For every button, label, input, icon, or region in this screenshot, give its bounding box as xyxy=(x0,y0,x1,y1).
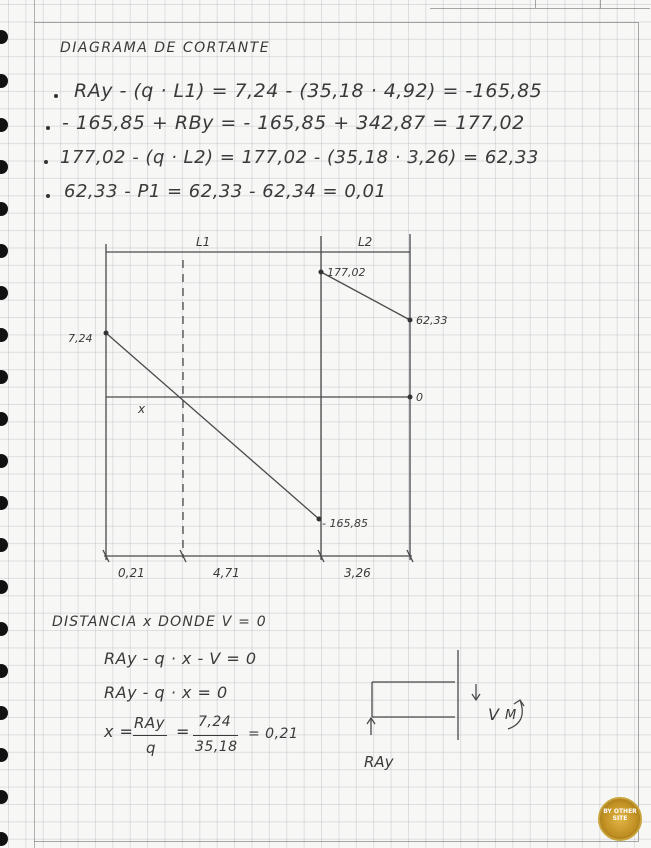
sketch-m-label: M xyxy=(505,708,517,723)
value-min: - 165,85 xyxy=(322,517,368,530)
equation-line-1: RAy - (q · L1) = 7,24 - (35,18 · 4,92) = -165,85 xyxy=(74,80,543,102)
label-x: x xyxy=(138,402,146,416)
dim-3: 3,26 xyxy=(344,566,371,580)
fraction-equals: = xyxy=(176,722,190,741)
site-logo-stamp: BY OTHER SITE xyxy=(598,797,642,841)
value-jump: 177,02 xyxy=(327,266,366,279)
fraction1-numerator: RAy xyxy=(134,714,166,732)
value-start: 7,24 xyxy=(68,332,93,345)
x-result: = 0,21 xyxy=(248,726,299,742)
equation-line-3: 177,02 - (q · L2) = 177,02 - (35,18 · 3,26) = 62,33 xyxy=(60,147,539,168)
sketch-v-label: V xyxy=(488,705,499,724)
distance-heading: DISTANCIA x DONDE V = 0 xyxy=(52,614,267,630)
value-zero: 0 xyxy=(416,391,423,404)
x-equals: x = xyxy=(104,722,134,741)
dim-1: 0,21 xyxy=(118,566,145,580)
fraction1-denominator: q xyxy=(146,739,157,757)
fraction2-denominator: 35,18 xyxy=(195,739,238,755)
equation-line-2: - 165,85 + RBy = - 165,85 + 342,87 = 177,02 xyxy=(62,112,525,134)
label-l1: L1 xyxy=(196,235,211,249)
label-l2: L2 xyxy=(358,235,373,249)
sketch-force-label: RAy xyxy=(364,753,394,771)
fraction2-numerator: 7,24 xyxy=(198,714,232,730)
equation-line-4: 62,33 - P1 = 62,33 - 62,34 = 0,01 xyxy=(64,181,387,202)
equation-v-line: RAy - q · x - V = 0 xyxy=(104,649,257,668)
section-heading: DIAGRAMA DE CORTANTE xyxy=(60,40,271,56)
equation-q-line: RAy - q · x = 0 xyxy=(104,683,228,702)
dim-2: 4,71 xyxy=(213,566,240,580)
value-end: 62,33 xyxy=(416,314,448,327)
